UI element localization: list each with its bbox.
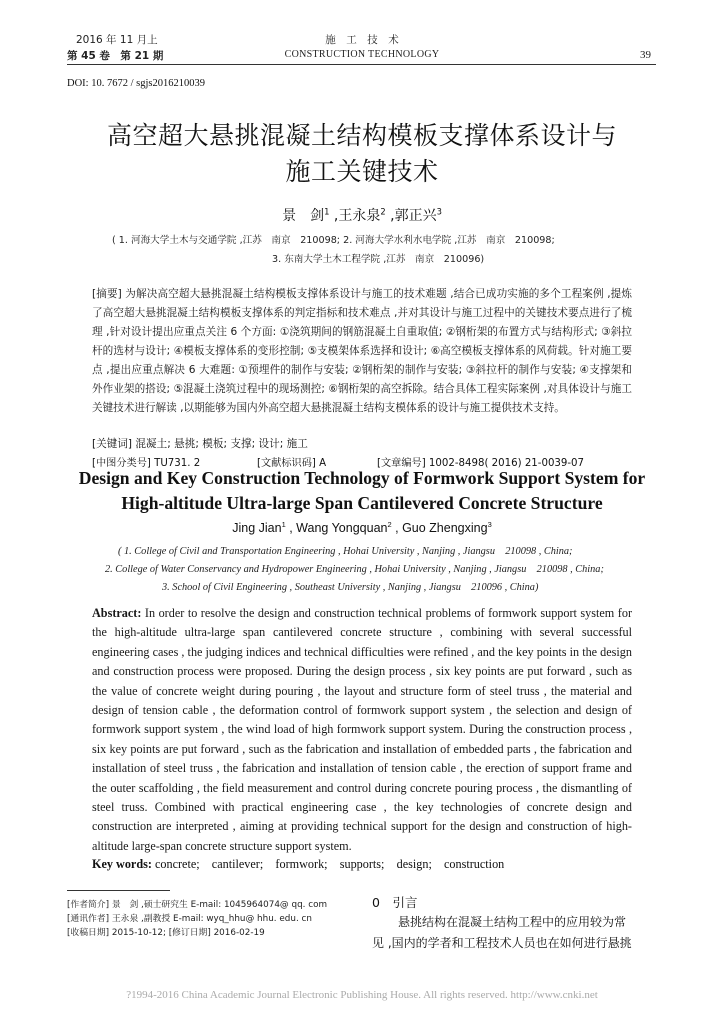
journal-name-cn: 施 工 技 术 [325,34,399,46]
volume-issue: 第 45 卷 第 21 期 [67,50,164,62]
authors-cn [0,205,724,225]
affiliation-en-2: 2. College of Water Conservancy and Hydropower Engineering , Hohai University , Nanjing , Jiangsu 210098 , China; [105,564,604,575]
author-2-mark: 2 [380,206,386,217]
authors-en [0,520,724,535]
affiliation-cn-1: ( 1. 河海大学土木与交通学院 ,江苏 南京 210098; 2. 河海大学水利水电学院 ,江苏 南京 210098; [112,235,555,246]
author-1: 景 剑 [282,208,325,224]
intro-line-1: 悬挑结构在混凝土结构工程中的应用较为常 [398,915,627,929]
keywords-en-label: Key words: [92,857,152,871]
title-en-line1: Design and Key Construction Technology of Formwork Support System for [78,468,646,488]
author-en-2: , Wang Yongquan [285,521,388,536]
footnote-dates: [收稿日期] 2015-10-12; [修订日期] 2016-02-19 [67,928,265,938]
article-number: [文章编号] 1002-8498( 2016) 21-0039-07 [377,458,585,469]
intro-line-2: 见 ,国内的学者和工程技术人员也在如何进行悬挑 [372,936,632,950]
author-3-mark: 3 [436,206,442,217]
copyright-footer: ?1994-2016 China Academic Journal Electronic Publishing House. All rights reserved. http://www.cnki.net [126,989,598,1001]
author-en-3: , Guo Zhengxing [391,521,488,536]
footnotes [67,898,367,940]
affiliation-en-1: ( 1. College of Civil and Transportation Engineering , Hohai University , Nanjing , Jiangsu 210098 , China; [118,546,573,557]
author-en-1-mark: 1 [281,520,286,529]
footnote-author: [作者简介] 景 剑 ,硕士研究生 E-mail: 1045964074@ qq. com [67,900,328,910]
author-en-1: Jing Jian [232,521,282,536]
affiliation-cn-2: 3. 东南大学土木工程学院 ,江苏 南京 210096) [272,254,485,265]
journal-name-en: CONSTRUCTION TECHNOLOGY [284,49,440,60]
keywords-cn: [关键词] 混凝土; 悬挑; 模板; 支撑; 设计; 施工 [92,438,308,450]
clc-number: [中图分类号] TU731. 2 [92,458,201,469]
abstract-en-text: In order to resolve the design and construction technical problems of formwork support system for the high-altitude ultra-large span cantilevered concrete structure , combining with several successful engineering cases , the judging indices and technical difficulties were refined , and the key points in the design and construction process were proposed. During the design process , six key points are put forward , such as the value of concrete weight during pouring , the layout and structure form of steel truss , the material and design of tension cable , the deformation control of formwork support system , the selection and design of formwork support system , the wind load of high formwork support system. During the construction process , six key points are put forward , such as the fabrication and installation of embedded parts , the fabrication and installation of steel truss , the fabrication and installation of tension cable , the erection of support frame and the outer scaffolding , the field measurement and control during concrete pouring process , the dismantling of steel truss. Combined with practical engineering case , the key technologies of concrete design and construction are interpreted , aiming at providing technical support for the design and construction of high-altitude large-span concrete structure support system. [92,606,632,853]
title-cn-line1: 高空超大悬挑混凝土结构模板支撑体系设计与 [106,121,617,150]
doi: DOI: 10. 7672 / sgjs2016210039 [67,78,205,89]
header-rule [67,64,656,65]
page-number: 39 [640,49,651,61]
affiliation-en-3: 3. School of Civil Engineering , Southeast University , Nanjing , Jiangsu 210096 , China) [162,582,539,593]
title-cn-line2: 施工关键技术 [285,157,439,186]
author-en-2-mark: 2 [387,520,392,529]
footnote-corresponding: [通讯作者] 王永泉 ,副教授 E-mail: wyq_hhu@ hhu. edu. cn [67,914,312,924]
abstract-cn: [摘要] 为解决高空超大悬挑混凝土结构模板支撑体系设计与施工的技术难题 ,结合已成功实施的多个工程案例 ,提炼了高空超大悬挑混凝土结构模板支撑体系的判定指标和技术难点 ,并对其设计与施工过程中的关键技术要点进行了梳理 ,针对设计提出应重点关注 6 个方面: ①浇筑期间的钢筋混凝土自重取值; ②钢桁架的布置方式与结构形式; ③斜拉杆的选材与设计; ④模板支撑体系的变形控制; ⑤支模架体系选择和设计; ⑥高空模板支撑体系的风荷载。针对施工要点 ,提出应重点解决 6 大难题: ①预埋件的制作与安装; ②钢桁架的制作与安装; ③斜拉杆的制作与安装; ④支撑架和外作业架的搭设; ⑤混凝土浇筑过程中的现场测控; ⑥钢桁架的高空拆除。结合具体工程实际案例 ,对具体设计与施工关键技术进行解读 ,以期能够为国内外高空超大悬挑混凝土结构支模体系的设计与施工提供技术支持。 [92,288,632,414]
keywords-en-text: concrete; cantilever; formwork; supports; design; construction [151,857,505,871]
footnote-rule [67,890,170,891]
document-code: [文献标识码] A [257,458,327,469]
abstract-en [92,604,632,856]
author-2: ,王永泉 [329,208,381,224]
section-heading-intro: 0 引言 [372,895,418,910]
issue-date: 2016 年 11 月上 [76,34,158,46]
abstract-en-label: Abstract: [92,606,142,620]
author-3: ,郭正兴 [385,208,437,224]
author-en-3-mark: 3 [487,520,492,529]
author-1-mark: 1 [324,206,330,217]
keywords-en [92,855,504,872]
title-en-line2: High-altitude Ultra-large Span Cantilevered Concrete Structure [121,493,603,513]
